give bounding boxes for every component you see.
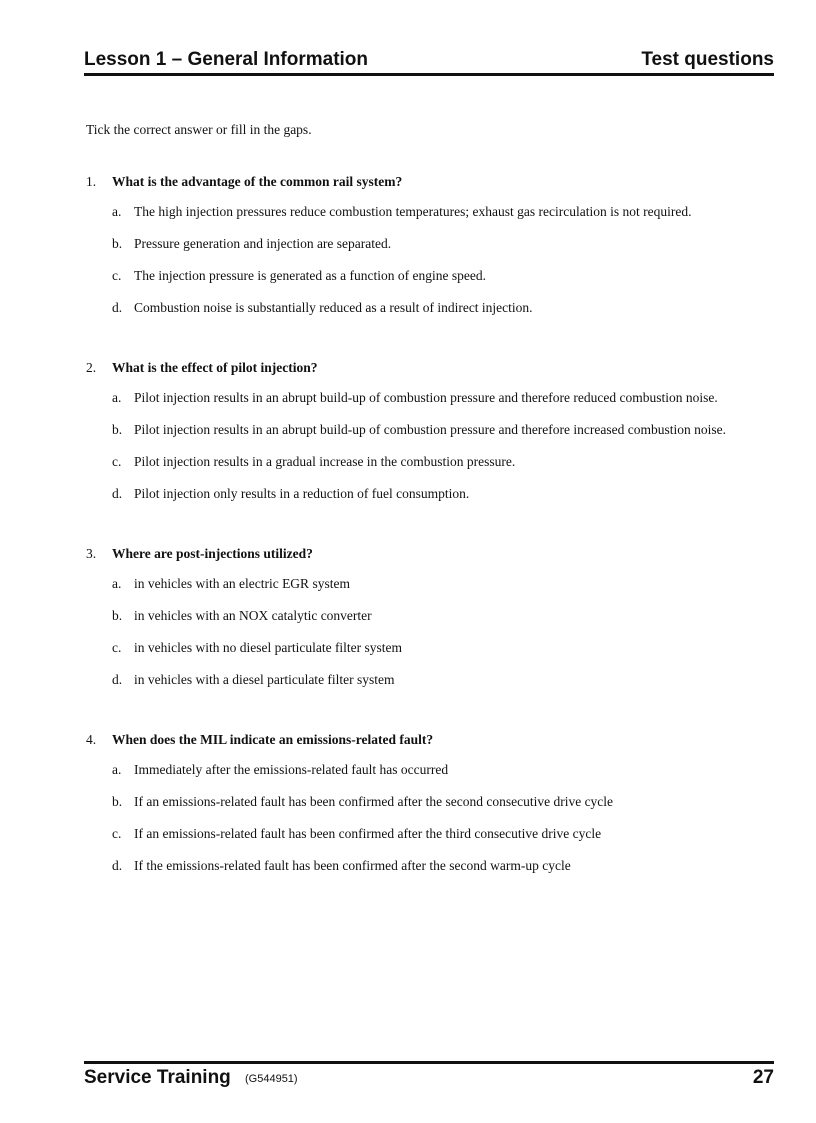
answer-option[interactable] (86, 201, 776, 223)
answer-option[interactable] (86, 297, 776, 319)
answer-letter: a. (112, 762, 122, 777)
answer-text: The injection pressure is generated as a function of engine speed. (134, 268, 486, 283)
footer-divider (84, 1061, 774, 1064)
answer-option[interactable] (86, 233, 776, 255)
question-text (86, 544, 776, 563)
question-4 (86, 730, 776, 877)
answer-option[interactable] (86, 605, 776, 627)
page-footer (84, 1066, 774, 1090)
answer-text: in vehicles with an electric EGR system (134, 576, 350, 591)
question-text (86, 172, 776, 191)
question-2 (86, 358, 776, 505)
answer-text: If an emissions-related fault has been confirmed after the second consecutive drive cycle (134, 794, 614, 809)
page-header (84, 48, 774, 72)
instruction-text: Tick the correct answer or fill in the gaps. (86, 122, 312, 137)
question-text (86, 358, 776, 377)
lesson-title: Lesson 1 – General Information (84, 49, 369, 70)
answer-option[interactable] (86, 265, 776, 287)
question-number: 3. (86, 546, 97, 561)
answer-letter: a. (112, 576, 122, 591)
answer-text: in vehicles with no diesel particulate filter system (134, 640, 403, 655)
answer-option[interactable] (86, 451, 776, 473)
answer-text: Combustion noise is substantially reduced as a result of indirect injection. (134, 300, 533, 315)
answer-letter: b. (112, 422, 123, 437)
answer-letter: c. (112, 640, 122, 655)
footer-title: Service Training (84, 1067, 231, 1088)
answer-letter: a. (112, 204, 122, 219)
answer-option[interactable] (86, 573, 776, 595)
question-1 (86, 172, 776, 319)
question-text (86, 730, 776, 749)
answer-option[interactable] (86, 759, 776, 781)
question-label: When does the MIL indicate an emissions-related fault? (112, 732, 434, 747)
answer-option[interactable] (86, 419, 776, 441)
header-divider (84, 73, 774, 76)
answer-option[interactable] (86, 387, 776, 409)
answer-option[interactable] (86, 483, 776, 505)
question-label: What is the advantage of the common rail system? (112, 174, 403, 189)
answer-letter: c. (112, 826, 122, 841)
section-title: Test questions (641, 49, 774, 70)
answer-text: Pilot injection results in a gradual increase in the combustion pressure. (134, 454, 516, 469)
question-number: 4. (86, 732, 97, 747)
answer-letter: b. (112, 608, 123, 623)
question-label: Where are post-injections utilized? (112, 546, 313, 561)
answer-text: The high injection pressures reduce combustion temperatures; exhaust gas recirculation is not required. (134, 204, 692, 219)
answer-option[interactable] (86, 637, 776, 659)
answer-text: Immediately after the emissions-related fault has occurred (134, 762, 449, 777)
answer-option[interactable] (86, 823, 776, 845)
answer-text: Pilot injection results in an abrupt build-up of combustion pressure and therefore increased combustion noise. (134, 422, 726, 437)
answer-text: in vehicles with a diesel particulate filter system (134, 672, 395, 687)
answer-letter: b. (112, 794, 123, 809)
answer-text: in vehicles with an NOX catalytic converter (134, 608, 372, 623)
answer-letter: d. (112, 300, 123, 315)
page-number: 27 (752, 1067, 774, 1088)
answer-text: If the emissions-related fault has been confirmed after the second warm-up cycle (134, 858, 571, 873)
answer-option[interactable] (86, 791, 776, 813)
answer-letter: d. (112, 858, 123, 873)
answer-letter: b. (112, 236, 123, 251)
question-sheet (86, 120, 776, 916)
answer-text: Pressure generation and injection are separated. (134, 236, 392, 251)
answer-option[interactable] (86, 855, 776, 877)
answer-letter: a. (112, 390, 122, 405)
question-3 (86, 544, 776, 691)
answer-letter: d. (112, 486, 123, 501)
question-label: What is the effect of pilot injection? (112, 360, 318, 375)
answer-text: Pilot injection only results in a reduction of fuel consumption. (134, 486, 470, 501)
document-code: (G544951) (245, 1073, 298, 1085)
answer-text: Pilot injection results in an abrupt build-up of combustion pressure and therefore reduced combustion noise. (134, 390, 718, 405)
answer-letter: c. (112, 268, 122, 283)
answer-letter: d. (112, 672, 123, 687)
answer-text: If an emissions-related fault has been confirmed after the third consecutive drive cycle (134, 826, 602, 841)
answer-option[interactable] (86, 669, 776, 691)
question-number: 1. (86, 174, 97, 189)
question-number: 2. (86, 360, 97, 375)
answer-letter: c. (112, 454, 122, 469)
